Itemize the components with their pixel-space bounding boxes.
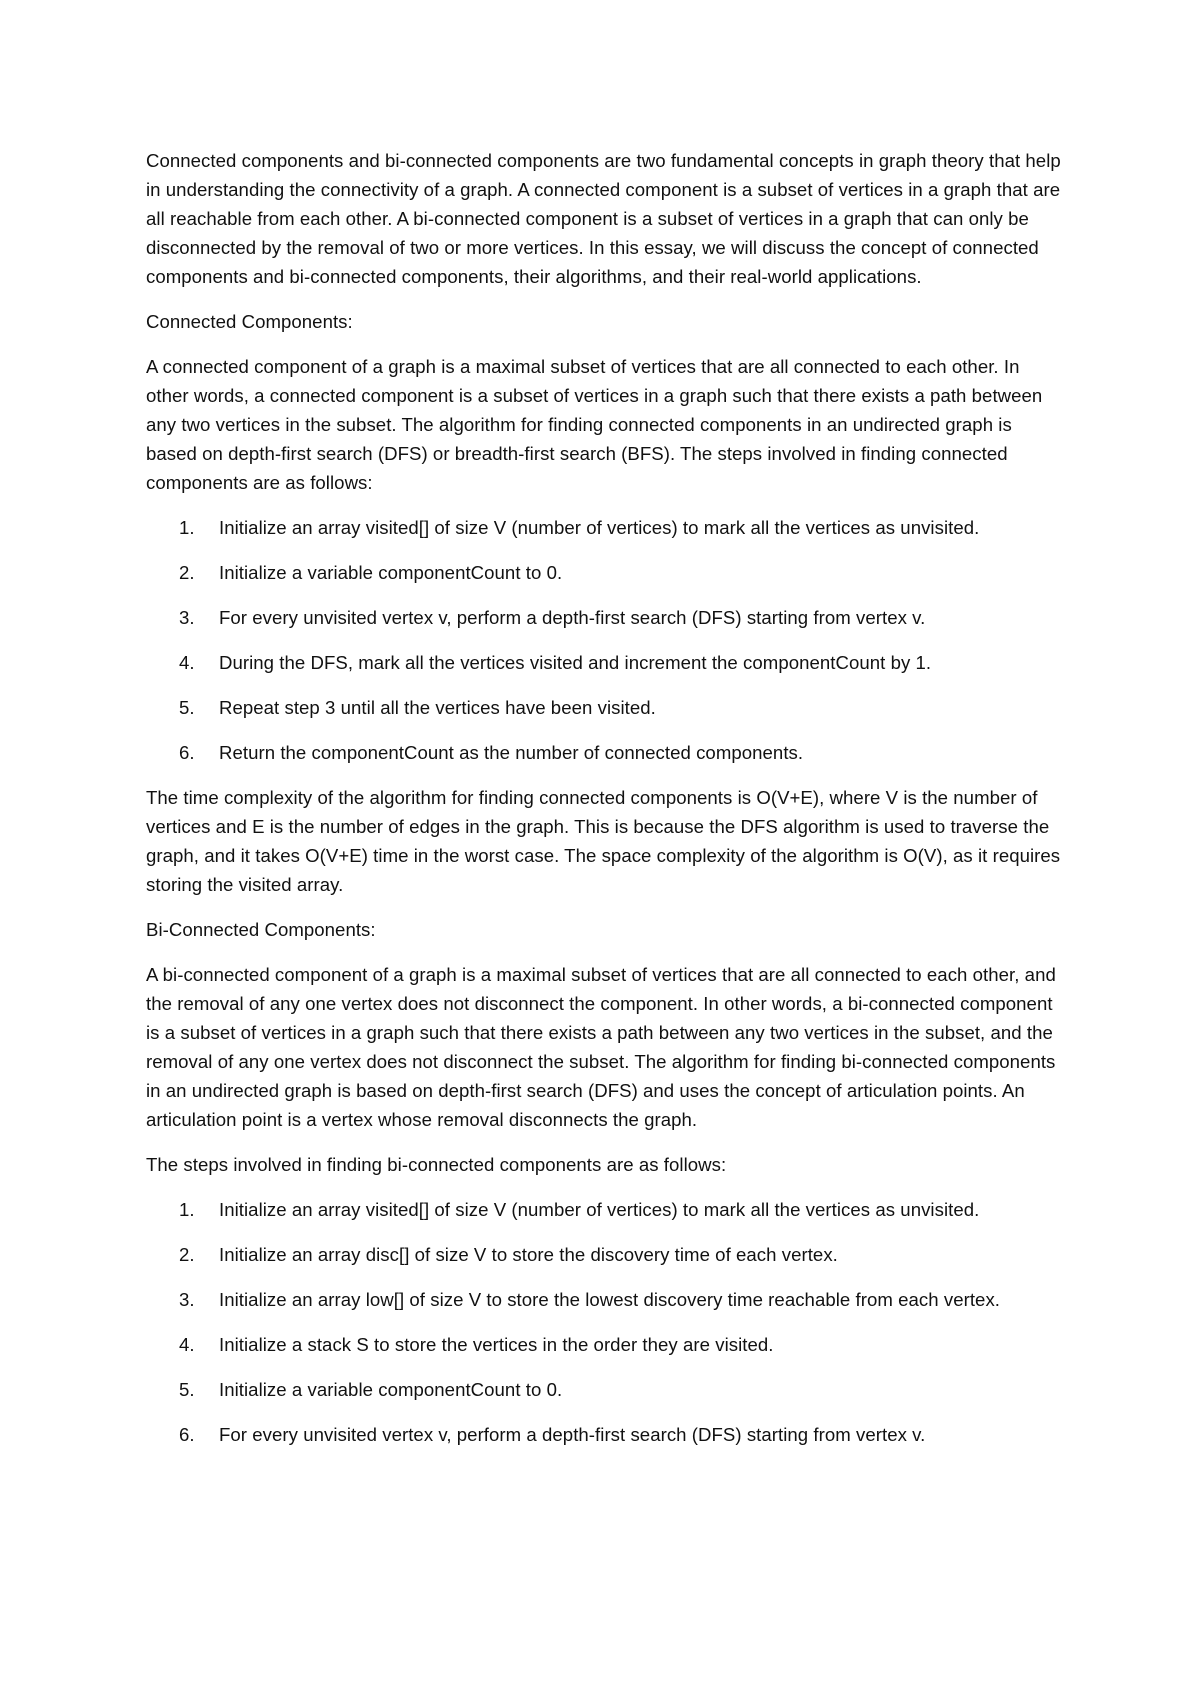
list-number: 6.	[179, 742, 195, 763]
list-text: Initialize a stack S to store the vertices in the order they are visited.	[219, 1334, 774, 1355]
list-number: 1.	[179, 517, 195, 538]
bi-connected-components-paragraph: A bi-connected component of a graph is a maximal subset of vertices that are all connected to each other, and the removal of any one vertex does not disconnect the component. In other words, a bi-connected component is a subset of vertices in a graph such that there exists a path between any two vertices in the subset, and the removal of any one vertex does not disconnect the subset. The algorithm for finding bi-connected components in an undirected graph is based on depth-first search (DFS) and uses the concept of articulation points. An articulation point is a vertex whose removal disconnects the graph.	[146, 964, 1056, 1130]
list-number: 5.	[179, 1379, 195, 1400]
connected-components-heading: Connected Components:	[146, 311, 353, 332]
list-text: Initialize an array low[] of size V to store the lowest discovery time reachable from each vertex.	[219, 1289, 1001, 1310]
list-number: 2.	[179, 1244, 195, 1265]
connected-components-steps	[146, 513, 1066, 767]
list-item	[146, 738, 1066, 767]
connected-components-complexity: The time complexity of the algorithm for finding connected components is O(V+E), where V is the number of vertices and E is the number of edges in the graph. This is because the DFS algorithm is used to traverse the graph, and it takes O(V+E) time in the worst case. The space complexity of the algorithm is O(V), as it requires storing the visited array.	[146, 787, 1061, 895]
bi-connected-components-steps	[146, 1195, 1066, 1449]
list-item	[146, 693, 1066, 722]
list-text: Initialize an array visited[] of size V (number of vertices) to mark all the vertices as unvisited.	[219, 517, 980, 538]
connected-components-paragraph: A connected component of a graph is a maximal subset of vertices that are all connected to each other. In other words, a connected component is a subset of vertices in a graph such that there exists a path between any two vertices in the subset. The algorithm for finding connected components in an undirected graph is based on depth-first search (DFS) or breadth-first search (BFS). The steps involved in finding connected components are as follows:	[146, 356, 1043, 493]
list-text: Return the componentCount as the number of connected components.	[219, 742, 804, 763]
list-number: 1.	[179, 1199, 195, 1220]
list-item	[146, 603, 1066, 632]
intro-paragraph: Connected components and bi-connected components are two fundamental concepts in graph theory that help in understanding the connectivity of a graph. A connected component is a subset of vertices in a graph that are all reachable from each other. A bi-connected component is a subset of vertices in a graph that can only be disconnected by the removal of two or more vertices. In this essay, we will discuss the concept of connected components and bi-connected components, their algorithms, and their real-world applications.	[146, 150, 1061, 287]
list-item	[146, 558, 1066, 587]
list-text: For every unvisited vertex v, perform a depth-first search (DFS) starting from vertex v.	[219, 1424, 926, 1445]
list-item	[146, 1330, 1066, 1359]
bi-connected-components-heading: Bi-Connected Components:	[146, 919, 376, 940]
list-text: Initialize an array visited[] of size V (number of vertices) to mark all the vertices as unvisited.	[219, 1199, 980, 1220]
bi-connected-steps-intro: The steps involved in finding bi-connected components are as follows:	[146, 1154, 727, 1175]
list-text: Repeat step 3 until all the vertices have been visited.	[219, 697, 656, 718]
list-text: Initialize a variable componentCount to 0.	[219, 1379, 563, 1400]
list-item	[146, 513, 1066, 542]
list-text: Initialize a variable componentCount to 0.	[219, 562, 563, 583]
list-item	[146, 1195, 1066, 1224]
list-number: 4.	[179, 1334, 195, 1355]
list-number: 2.	[179, 562, 195, 583]
list-number: 3.	[179, 607, 195, 628]
list-item	[146, 1375, 1066, 1404]
list-item	[146, 1420, 1066, 1449]
list-number: 3.	[179, 1289, 195, 1310]
list-text: Initialize an array disc[] of size V to store the discovery time of each vertex.	[219, 1244, 838, 1265]
list-text: During the DFS, mark all the vertices visited and increment the componentCount by 1.	[219, 652, 932, 673]
list-text: For every unvisited vertex v, perform a depth-first search (DFS) starting from vertex v.	[219, 607, 926, 628]
list-number: 5.	[179, 697, 195, 718]
list-number: 6.	[179, 1424, 195, 1445]
list-item	[146, 1240, 1066, 1269]
list-item	[146, 648, 1066, 677]
document-body	[146, 146, 1066, 1465]
list-item	[146, 1285, 1066, 1314]
list-number: 4.	[179, 652, 195, 673]
